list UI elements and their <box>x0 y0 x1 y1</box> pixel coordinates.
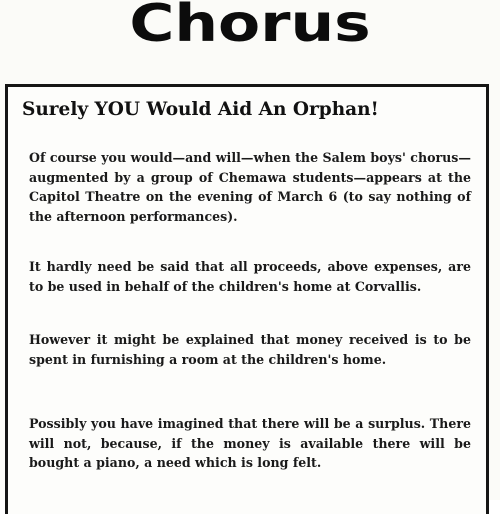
paragraph-4: Possibly you have imagined that there will be a surplus. There will not, because, if the money is available there will be bought a piano, a need which is long felt. <box>29 416 471 470</box>
subheading: Surely YOU Would Aid An Orphan! <box>22 99 379 120</box>
paragraph-2: It hardly need be said that all proceeds, above expenses, are to be used in behalf of the children's home at Corvallis. <box>29 259 471 294</box>
paragraph-1: Of course you would—and will—when the Salem boys' chorus—augmented by a group of Chemawa students—appears at the Capitol Theatre on the evening of March 6 (to say nothing of the afternoon performances). <box>29 150 471 224</box>
headline: Chorus <box>129 0 371 54</box>
paragraph-3: However it might be explained that money received is to be spent in furnishing a room at the children's home. <box>29 332 471 367</box>
